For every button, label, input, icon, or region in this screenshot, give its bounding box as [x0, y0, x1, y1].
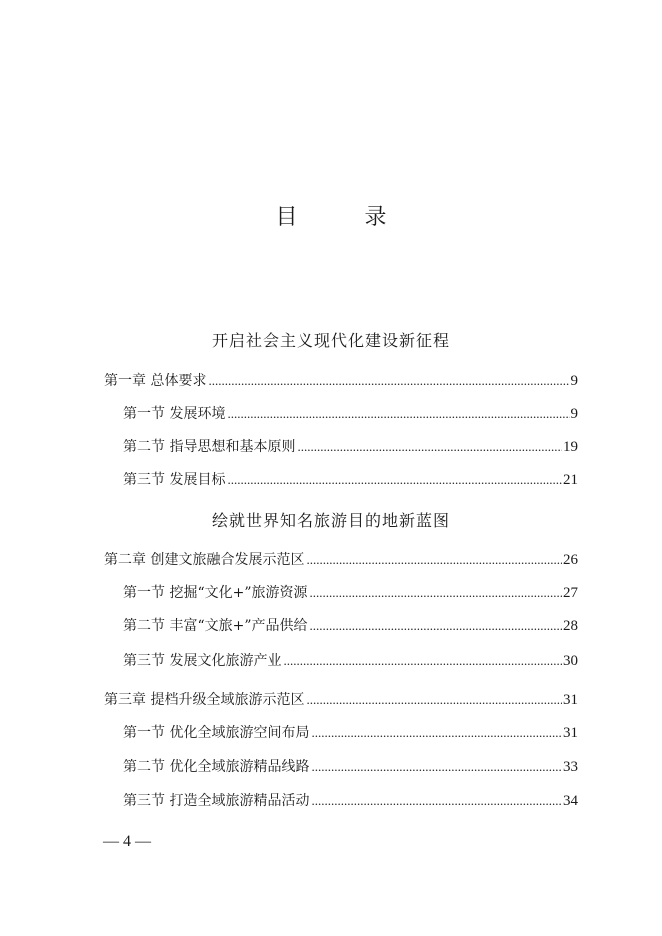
toc-section-entry[interactable]: [123, 722, 578, 742]
toc-entry-page: 19: [563, 439, 578, 455]
toc-dot-leader: [306, 552, 562, 568]
toc-entry-label: 第三章 提档升级全域旅游示范区: [104, 692, 305, 708]
toc-entry-label: 第三节 打造全域旅游精品活动: [123, 793, 310, 809]
title-right-char: 录: [364, 205, 387, 230]
toc-section-entry[interactable]: [123, 615, 578, 635]
toc-section-entry[interactable]: [123, 790, 578, 810]
toc-entry-page: 9: [570, 373, 578, 389]
toc-entry-page: 21: [563, 472, 578, 488]
toc-dot-leader: [311, 793, 562, 809]
toc-dot-leader: [310, 618, 563, 634]
toc-entry-page: 27: [563, 585, 578, 601]
part-heading: 绘就世界知名旅游目的地新蓝图: [211, 511, 450, 530]
toc-entry-label: 第二节 优化全域旅游精品线路: [123, 759, 310, 775]
toc-entry-label: 第二节 丰富“文旅+”产品供给: [123, 618, 308, 634]
toc-entry-label: 第二节 指导思想和基本原则: [123, 439, 296, 455]
toc-entry-label: 第二章 创建文旅融合发展示范区: [104, 552, 305, 568]
toc-entry-label: 第一节 优化全域旅游空间布局: [123, 725, 310, 741]
toc-entry-page: 34: [563, 793, 578, 809]
toc-section-entry[interactable]: [123, 436, 578, 456]
toc-dot-leader: [311, 725, 562, 741]
toc-dot-leader: [310, 585, 563, 601]
toc-section-entry[interactable]: [123, 403, 578, 423]
toc-entry-label: 第一节 挖掘“文化+”旅游资源: [123, 585, 308, 601]
toc-chapter-entry[interactable]: [104, 689, 578, 709]
toc-dot-leader: [297, 439, 562, 455]
toc-section-entry[interactable]: [123, 650, 578, 670]
toc-dot-leader: [208, 373, 569, 389]
toc-entry-page: 9: [570, 406, 578, 422]
toc-entry-page: 28: [563, 618, 578, 634]
toc-entry-page: 26: [563, 552, 578, 568]
page-number: — 4 —: [103, 833, 151, 850]
part-heading: 开启社会主义现代化建设新征程: [211, 331, 450, 350]
toc-entry-page: 30: [563, 653, 578, 669]
toc-section-entry[interactable]: [123, 469, 578, 489]
toc-dot-leader: [311, 759, 562, 775]
toc-dot-leader: [283, 653, 562, 669]
toc-entry-page: 33: [563, 759, 578, 775]
title-left-char: 目: [275, 205, 298, 230]
toc-chapter-entry[interactable]: [104, 549, 578, 569]
page-title: [0, 200, 662, 231]
toc-entry-page: 31: [563, 725, 578, 741]
toc-dot-leader: [227, 406, 569, 422]
toc-entry-label: 第三节 发展文化旅游产业: [123, 653, 282, 669]
toc-dot-leader: [306, 692, 562, 708]
toc-dot-leader: [227, 472, 562, 488]
toc-section-entry[interactable]: [123, 756, 578, 776]
toc-entry-label: 第一章 总体要求: [104, 373, 207, 389]
toc-entry-label: 第一节 发展环境: [123, 406, 226, 422]
toc-section-entry[interactable]: [123, 582, 578, 602]
toc-entry-page: 31: [563, 692, 578, 708]
toc-entry-label: 第三节 发展目标: [123, 472, 226, 488]
toc-chapter-entry[interactable]: [104, 370, 578, 390]
